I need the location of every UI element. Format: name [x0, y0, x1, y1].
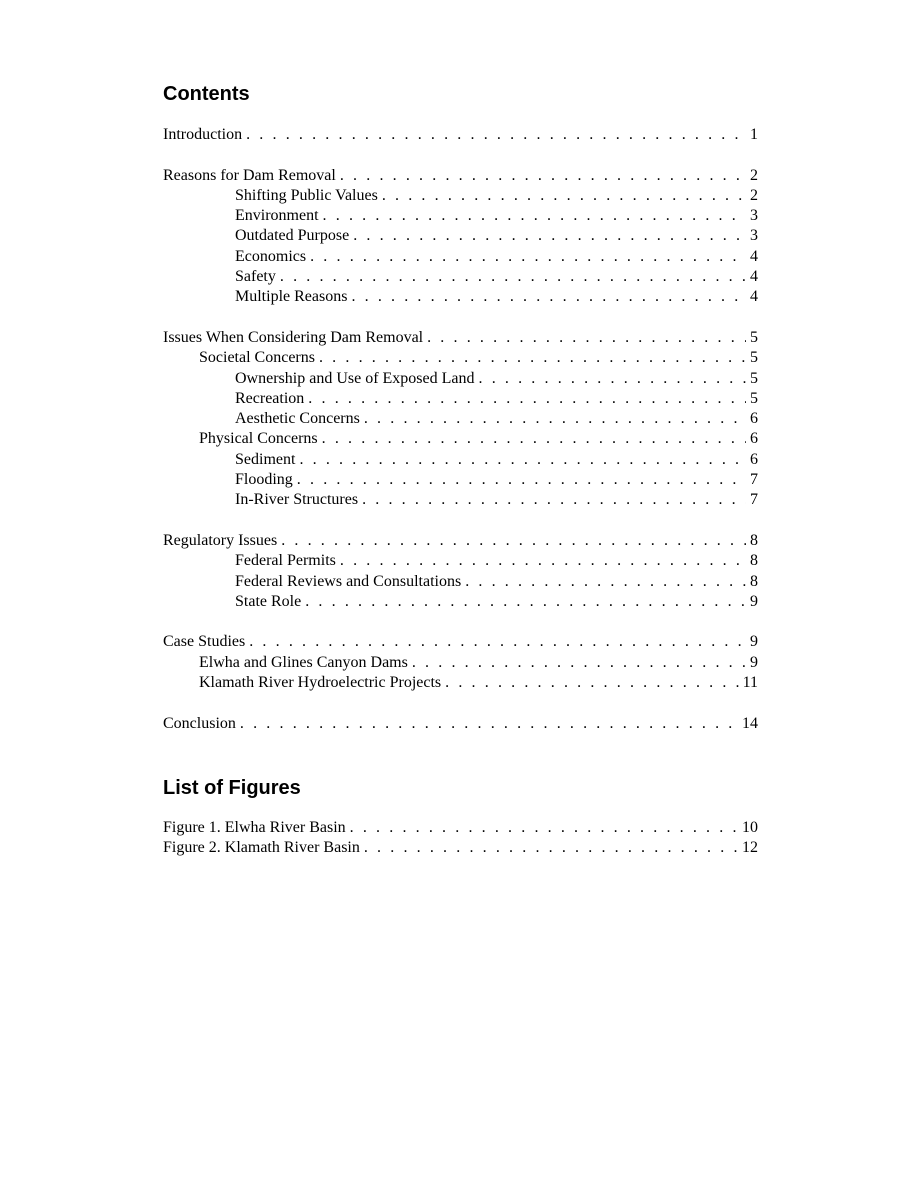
toc-entry-label: Federal Reviews and Consultations: [235, 572, 462, 590]
toc-entry-ownership[interactable]: [163, 370, 758, 390]
toc-entry-label: Environment: [235, 207, 319, 225]
toc-entry-societal-concerns[interactable]: [163, 349, 758, 369]
toc-entry-label: Conclusion: [163, 714, 236, 732]
toc-entry-label: In-River Structures: [235, 491, 359, 509]
toc-entry-safety[interactable]: [163, 268, 758, 288]
dot-leader: [323, 207, 746, 225]
toc-entry-page: 9: [750, 653, 758, 671]
toc-entry-shifting-public-values[interactable]: [163, 187, 758, 207]
toc-entry-label: Introduction: [163, 126, 243, 143]
dot-leader: [382, 187, 746, 205]
toc-entry-label: Klamath River Hydroelectric Projects: [199, 674, 442, 692]
toc-entry-label: Elwha and Glines Canyon Dams: [199, 653, 408, 671]
toc-entry-label: Shifting Public Values: [235, 186, 378, 204]
dot-leader: [249, 633, 746, 651]
toc-entry-flooding[interactable]: [163, 471, 758, 491]
dot-leader: [281, 532, 746, 550]
toc-entry-federal-reviews[interactable]: [163, 573, 758, 593]
toc-entry-page: 5: [750, 369, 758, 387]
toc-entry-in-river-structures[interactable]: [163, 491, 758, 511]
toc-entry-label: Outdated Purpose: [235, 227, 350, 245]
toc-entry-page: 3: [750, 207, 758, 225]
toc-entry-page: 9: [750, 592, 758, 610]
toc-entry-case-studies[interactable]: [163, 633, 758, 653]
toc-entry-page: 6: [750, 410, 758, 428]
toc-entry-label: Economics: [235, 247, 307, 265]
toc-entry-outdated-purpose[interactable]: [163, 227, 758, 247]
toc-entry-label: Flooding: [235, 471, 293, 489]
toc-entry-label: Reasons for Dam Removal: [163, 166, 336, 184]
toc-entry-page: 6: [750, 450, 758, 468]
toc-entry-label: Issues When Considering Dam Removal: [163, 328, 424, 346]
table-of-contents: [163, 126, 758, 735]
figure-entry-page: 12: [742, 839, 758, 857]
dot-leader: [340, 552, 746, 570]
toc-entry-page: 1: [750, 126, 758, 143]
toc-entry-label: Sediment: [235, 450, 296, 468]
toc-entry-page: 4: [750, 268, 758, 286]
figure-entry-1[interactable]: [163, 819, 758, 839]
dot-leader: [364, 410, 746, 428]
toc-entry-page: 8: [750, 552, 758, 570]
figure-entry-page: 10: [742, 819, 758, 836]
toc-entry-label: Safety: [235, 268, 276, 286]
toc-entry-label: Multiple Reasons: [235, 288, 348, 306]
toc-entry-label: Physical Concerns: [199, 430, 318, 448]
toc-entry-page: 2: [750, 166, 758, 184]
dot-leader: [299, 451, 746, 469]
toc-entry-label: Societal Concerns: [199, 349, 315, 367]
toc-entry-aesthetic-concerns[interactable]: [163, 410, 758, 430]
toc-entry-environment[interactable]: [163, 207, 758, 227]
dot-leader: [427, 329, 746, 347]
figure-entry-label: Figure 2. Klamath River Basin: [163, 839, 360, 857]
toc-entry-page: 11: [742, 674, 758, 692]
toc-entry-label: Aesthetic Concerns: [235, 410, 360, 428]
toc-entry-page: 5: [750, 328, 758, 346]
dot-leader: [240, 715, 738, 733]
dot-leader: [310, 248, 746, 266]
dot-leader: [246, 126, 746, 144]
toc-entry-economics[interactable]: [163, 248, 758, 268]
toc-entry-page: 4: [750, 288, 758, 306]
toc-entry-page: 4: [750, 247, 758, 265]
dot-leader: [362, 491, 746, 509]
dot-leader: [351, 288, 746, 306]
toc-entry-page: 9: [750, 633, 758, 651]
dot-leader: [305, 593, 746, 611]
dot-leader: [308, 390, 746, 408]
dot-leader: [364, 839, 738, 857]
figure-entry-2[interactable]: [163, 839, 758, 859]
dot-leader: [297, 471, 746, 489]
toc-entry-page: 7: [750, 471, 758, 489]
toc-entry-label: Ownership and Use of Exposed Land: [235, 369, 475, 387]
dot-leader: [412, 654, 746, 672]
toc-entry-regulatory-issues[interactable]: [163, 532, 758, 552]
toc-entry-introduction[interactable]: [163, 126, 758, 146]
toc-entry-page: 8: [750, 531, 758, 549]
figure-entry-label: Figure 1. Elwha River Basin: [163, 819, 346, 836]
toc-entry-page: 5: [750, 389, 758, 407]
toc-entry-recreation[interactable]: [163, 390, 758, 410]
toc-entry-page: 2: [750, 186, 758, 204]
dot-leader: [340, 167, 746, 185]
toc-entry-sediment[interactable]: [163, 451, 758, 471]
dot-leader: [445, 674, 738, 692]
dot-leader: [319, 349, 746, 367]
dot-leader: [350, 819, 738, 837]
dot-leader: [280, 268, 746, 286]
list-of-figures-heading: List of Figures: [163, 777, 301, 799]
toc-entry-label: Regulatory Issues: [163, 531, 278, 549]
toc-entry-conclusion[interactable]: [163, 715, 758, 735]
toc-entry-page: 5: [750, 349, 758, 367]
toc-entry-label: Federal Permits: [235, 552, 336, 570]
toc-entry-page: 7: [750, 491, 758, 509]
toc-entry-physical-concerns[interactable]: [163, 430, 758, 450]
toc-entry-federal-permits[interactable]: [163, 552, 758, 572]
toc-entry-elwha[interactable]: [163, 654, 758, 674]
toc-entry-page: 8: [750, 572, 758, 590]
toc-entry-page: 6: [750, 430, 758, 448]
toc-entry-issues[interactable]: [163, 329, 758, 349]
toc-entry-multiple-reasons[interactable]: [163, 288, 758, 308]
contents-heading: Contents: [163, 83, 250, 105]
dot-leader: [465, 573, 746, 591]
toc-entry-page: 3: [750, 227, 758, 245]
dot-leader: [322, 430, 746, 448]
toc-entry-state-role[interactable]: [163, 593, 758, 613]
list-of-figures: [163, 819, 758, 860]
toc-entry-page: 14: [742, 714, 758, 732]
toc-entry-label: State Role: [235, 592, 302, 610]
toc-entry-label: Case Studies: [163, 633, 246, 651]
toc-entry-reasons[interactable]: [163, 167, 758, 187]
toc-entry-klamath[interactable]: [163, 674, 758, 694]
dot-leader: [479, 370, 747, 388]
dot-leader: [353, 227, 746, 245]
toc-entry-label: Recreation: [235, 389, 305, 407]
